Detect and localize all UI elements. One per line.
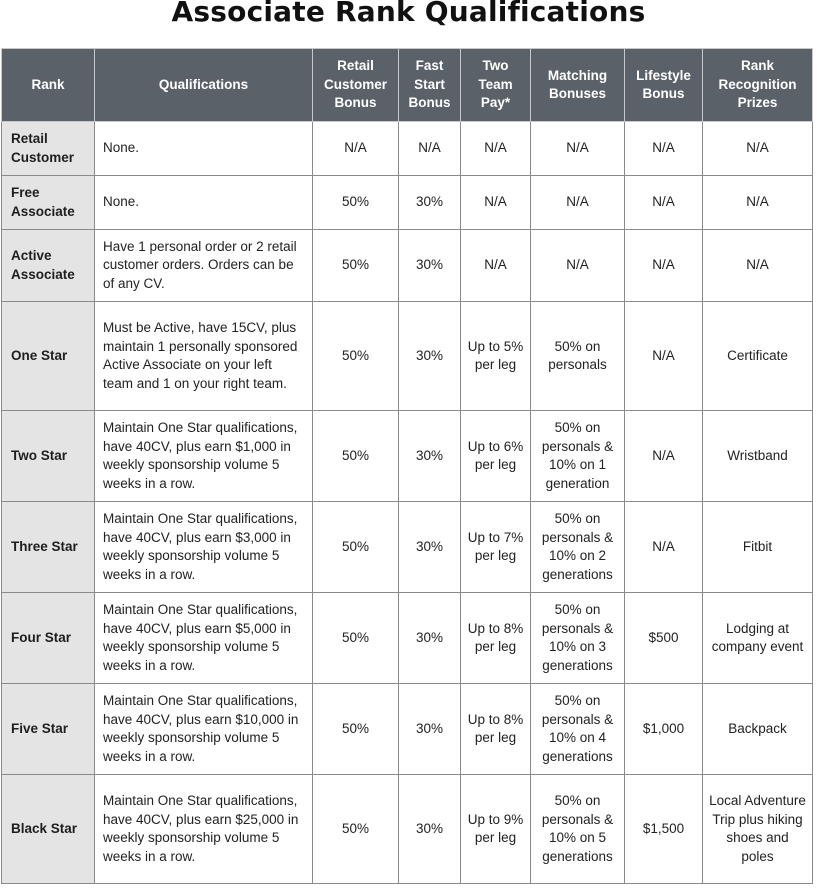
matching-bonuses-cell: 50% on personals [531, 302, 625, 411]
table-row [2, 775, 813, 884]
rank-recognition-prize-cell: Fitbit [703, 502, 813, 593]
header-qualifications: Qualifications [95, 49, 313, 122]
lifestyle-bonus-cell: N/A [625, 411, 703, 502]
two-team-pay-cell: N/A [461, 176, 531, 230]
retail-customer-bonus-cell: 50% [313, 176, 399, 230]
fast-start-bonus-cell: 30% [399, 684, 461, 775]
qualifications-cell: Have 1 personal order or 2 retail customer orders. Orders can be of any CV. [95, 230, 313, 302]
retail-customer-bonus-cell: 50% [313, 775, 399, 884]
retail-customer-bonus-cell: 50% [313, 411, 399, 502]
two-team-pay-cell: Up to 8% per leg [461, 684, 531, 775]
page-title: Associate Rank Qualifications [171, 0, 646, 28]
rank-recognition-prize-cell: N/A [703, 230, 813, 302]
lifestyle-bonus-cell: N/A [625, 230, 703, 302]
qualifications-cell: Must be Active, have 15CV, plus maintain 1 personally sponsored Active Associate on your left team and 1 on your right team. [95, 302, 313, 411]
fast-start-bonus-cell: 30% [399, 775, 461, 884]
fast-start-bonus-cell: 30% [399, 502, 461, 593]
rank-cell: Retail Customer [2, 122, 95, 176]
table-row [2, 684, 813, 775]
matching-bonuses-cell: 50% on personals & 10% on 4 generations [531, 684, 625, 775]
header-rank: Rank [2, 49, 95, 122]
qualifications-cell: Maintain One Star qualifications, have 40CV, plus earn $3,000 in weekly sponsorship volume 5 weeks in a row. [95, 502, 313, 593]
lifestyle-bonus-cell: N/A [625, 122, 703, 176]
rank-cell: Three Star [2, 502, 95, 593]
lifestyle-bonus-cell: N/A [625, 176, 703, 230]
two-team-pay-cell: Up to 9% per leg [461, 775, 531, 884]
qualifications-cell: None. [95, 122, 313, 176]
fast-start-bonus-cell: N/A [399, 122, 461, 176]
two-team-pay-cell: Up to 5% per leg [461, 302, 531, 411]
rank-cell: Free Associate [2, 176, 95, 230]
matching-bonuses-cell: 50% on personals & 10% on 2 generations [531, 502, 625, 593]
rank-cell: Five Star [2, 684, 95, 775]
header-two-team-pay: Two Team Pay* [461, 49, 531, 122]
two-team-pay-cell: Up to 7% per leg [461, 502, 531, 593]
rank-recognition-prize-cell: N/A [703, 122, 813, 176]
retail-customer-bonus-cell: N/A [313, 122, 399, 176]
rank-recognition-prize-cell: Wristband [703, 411, 813, 502]
two-team-pay-cell: N/A [461, 230, 531, 302]
header-fast-start-bonus: Fast Start Bonus [399, 49, 461, 122]
header-retail-customer-bonus: Retail Customer Bonus [313, 49, 399, 122]
rank-cell: Black Star [2, 775, 95, 884]
header-lifestyle-bonus: Lifestyle Bonus [625, 49, 703, 122]
matching-bonuses-cell: N/A [531, 230, 625, 302]
table-row [2, 593, 813, 684]
rank-recognition-prize-cell: Local Adventure Trip plus hiking shoes and poles [703, 775, 813, 884]
retail-customer-bonus-cell: 50% [313, 593, 399, 684]
retail-customer-bonus-cell: 50% [313, 502, 399, 593]
table-row [2, 502, 813, 593]
lifestyle-bonus-cell: N/A [625, 502, 703, 593]
fast-start-bonus-cell: 30% [399, 176, 461, 230]
two-team-pay-cell: Up to 6% per leg [461, 411, 531, 502]
qualifications-cell: Maintain One Star qualifications, have 40CV, plus earn $1,000 in weekly sponsorship volume 5 weeks in a row. [95, 411, 313, 502]
table-row [2, 176, 813, 230]
fast-start-bonus-cell: 30% [399, 230, 461, 302]
matching-bonuses-cell: N/A [531, 176, 625, 230]
table-row [2, 302, 813, 411]
matching-bonuses-cell: 50% on personals & 10% on 3 generations [531, 593, 625, 684]
lifestyle-bonus-cell: $1,000 [625, 684, 703, 775]
rank-cell: Four Star [2, 593, 95, 684]
qualifications-cell: None. [95, 176, 313, 230]
table-row [2, 230, 813, 302]
rank-cell: Active Associate [2, 230, 95, 302]
matching-bonuses-cell: N/A [531, 122, 625, 176]
rank-recognition-prize-cell: N/A [703, 176, 813, 230]
fast-start-bonus-cell: 30% [399, 302, 461, 411]
lifestyle-bonus-cell: N/A [625, 302, 703, 411]
fast-start-bonus-cell: 30% [399, 411, 461, 502]
rank-recognition-prize-cell: Backpack [703, 684, 813, 775]
rank-recognition-prize-cell: Lodging at company event [703, 593, 813, 684]
rank-cell: One Star [2, 302, 95, 411]
matching-bonuses-cell: 50% on personals & 10% on 5 generations [531, 775, 625, 884]
lifestyle-bonus-cell: $1,500 [625, 775, 703, 884]
header-matching-bonuses: Matching Bonuses [531, 49, 625, 122]
retail-customer-bonus-cell: 50% [313, 302, 399, 411]
two-team-pay-cell: N/A [461, 122, 531, 176]
rank-recognition-prize-cell: Certificate [703, 302, 813, 411]
qualifications-cell: Maintain One Star qualifications, have 40CV, plus earn $10,000 in weekly sponsorship volume 5 weeks in a row. [95, 684, 313, 775]
qualifications-cell: Maintain One Star qualifications, have 40CV, plus earn $5,000 in weekly sponsorship volume 5 weeks in a row. [95, 593, 313, 684]
retail-customer-bonus-cell: 50% [313, 230, 399, 302]
lifestyle-bonus-cell: $500 [625, 593, 703, 684]
header-rank-recognition-prizes: Rank Recognition Prizes [703, 49, 813, 122]
table-row [2, 122, 813, 176]
fast-start-bonus-cell: 30% [399, 593, 461, 684]
qualifications-cell: Maintain One Star qualifications, have 40CV, plus earn $25,000 in weekly sponsorship volume 5 weeks in a row. [95, 775, 313, 884]
rank-cell: Two Star [2, 411, 95, 502]
retail-customer-bonus-cell: 50% [313, 684, 399, 775]
matching-bonuses-cell: 50% on personals & 10% on 1 generation [531, 411, 625, 502]
rank-qualifications-table [1, 48, 813, 884]
two-team-pay-cell: Up to 8% per leg [461, 593, 531, 684]
table-row [2, 411, 813, 502]
table-header-row [2, 49, 813, 122]
